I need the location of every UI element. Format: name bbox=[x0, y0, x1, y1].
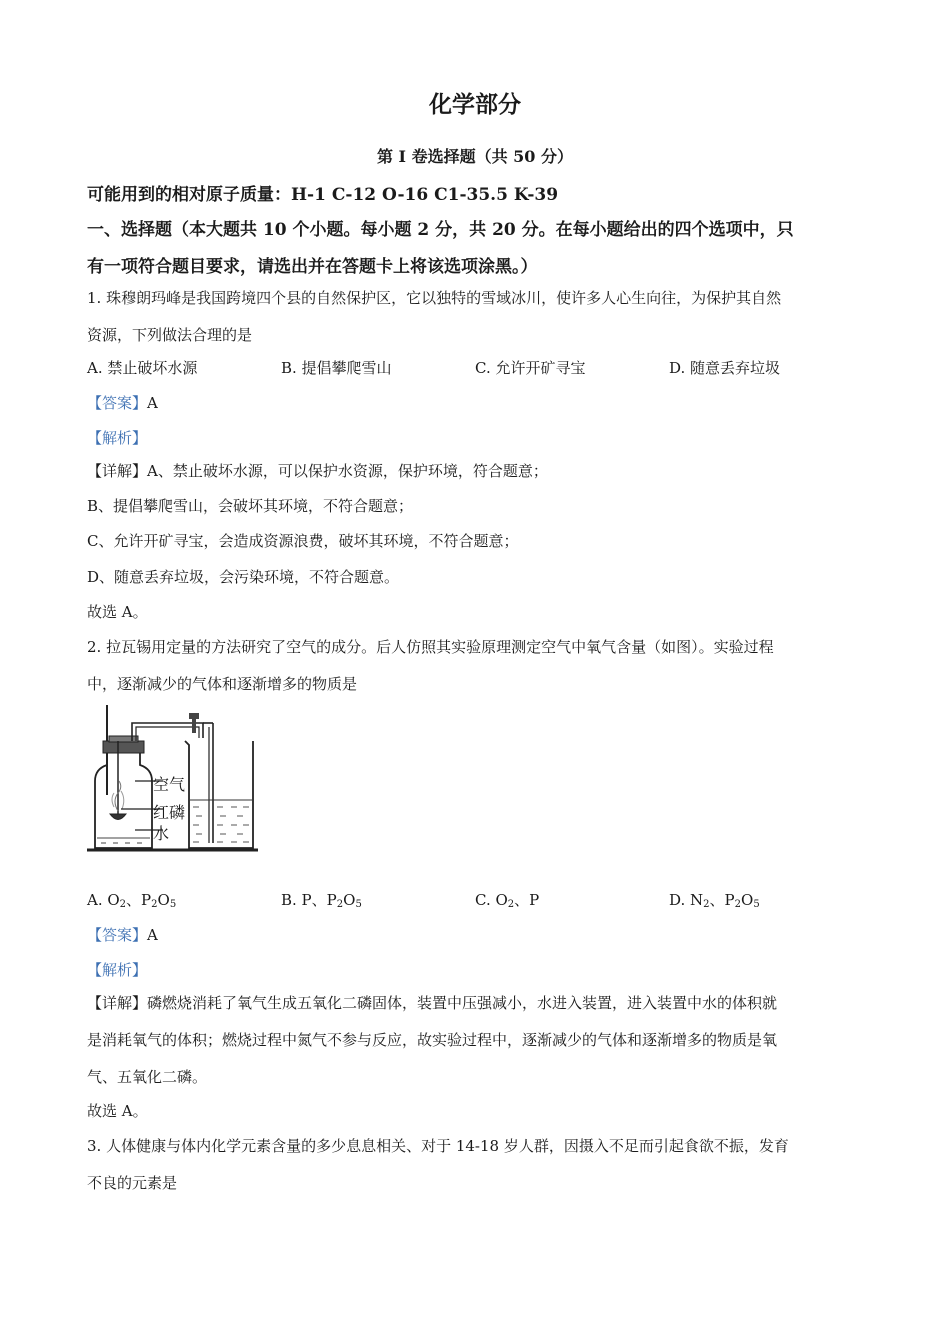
q3-stem-line1: 3. 人体健康与体内化学元素含量的多少息息相关、对于 14-18 岁人群，因摄入不足而引起食欲不振，发育 bbox=[87, 1137, 789, 1155]
q1-detail-line: C、允许开矿寻宝，会造成资源浪费，破坏其环境，不符合题意； bbox=[87, 532, 519, 550]
diagram-label-air: 空气 bbox=[153, 775, 186, 794]
q1-stem-line1: 1. 珠穆朗玛峰是我国跨境四个县的自然保护区，它以独特的雪域冰川，使许多人心生向往，为保护其自然 bbox=[87, 289, 782, 307]
q2-option-a: A. $O_2$、$P_2O_5$ bbox=[87, 891, 177, 910]
section-heading-line2: 有一项符合题目要求，请选出并在答题卡上将该选项涂黑。） bbox=[87, 257, 538, 277]
q2-option-b: B. P、$P_2O_5$ bbox=[281, 891, 362, 910]
q2-analysis-label: 【解析】 bbox=[87, 961, 148, 979]
q2-stem-line1: 2. 拉瓦锡用定量的方法研究了空气的成分。后人仿照其实验原理测定空气中氧气含量（如图）。实验过程 bbox=[87, 638, 774, 656]
q1-detail-line: D、随意丢弃垃圾，会污染环境，不符合题意。 bbox=[87, 568, 400, 586]
q1-option-d: D. 随意丢弃垃圾 bbox=[669, 359, 781, 377]
q1-detail-line: 【详解】A、禁止破坏水源，可以保护水资源，保护环境，符合题意； bbox=[87, 462, 548, 480]
answer-value: A bbox=[147, 394, 158, 412]
answer-value: A bbox=[147, 926, 158, 944]
section-subtitle: 第 I 卷选择题（共 50 分） bbox=[376, 147, 574, 166]
q2-detail-line: 是消耗氧气的体积；燃烧过程中氮气不参与反应，故实验过程中，逐渐减少的气体和逐渐增多的物质是氧 bbox=[87, 1031, 778, 1049]
q1-option-b: B. 提倡攀爬雪山 bbox=[281, 359, 392, 377]
q2-detail-line: 【详解】磷燃烧消耗了氧气生成五氧化二磷固体，装置中压强减小，水进入装置，进入装置中水的体积就 bbox=[87, 994, 778, 1012]
q2-answer bbox=[87, 924, 158, 945]
answer-label: 【答案】 bbox=[87, 926, 148, 944]
q2-detail-line: 气、五氧化二磷。 bbox=[87, 1068, 208, 1086]
page-title: 化学部分 bbox=[429, 91, 521, 118]
q1-stem-line2: 资源，下列做法合理的是 bbox=[87, 326, 253, 344]
q1-option-a: A. 禁止破坏水源 bbox=[87, 359, 198, 377]
q3-stem-line2: 不良的元素是 bbox=[87, 1174, 178, 1192]
q1-option-c: C. 允许开矿寻宝 bbox=[475, 359, 586, 377]
q1-answer bbox=[87, 392, 158, 413]
q1-analysis-label: 【解析】 bbox=[87, 429, 148, 447]
section-heading-line1: 一、选择题（本大题共 10 个小题。每小题 2 分，共 20 分。在每小题给出的四个选项中，只 bbox=[87, 220, 794, 240]
q1-conclusion: 故选 A。 bbox=[87, 603, 148, 621]
q2-option-d: D. $N_2$、$P_2O_5$ bbox=[669, 891, 760, 910]
q2-conclusion: 故选 A。 bbox=[87, 1102, 148, 1120]
diagram-label-water: 水 bbox=[153, 824, 170, 843]
q2-option-c: C. $O_2$、P bbox=[475, 891, 540, 910]
q1-detail-line: B、提倡攀爬雪山，会破坏其环境，不符合题意； bbox=[87, 497, 414, 515]
q2-stem-line2: 中，逐渐减少的气体和逐渐增多的物质是 bbox=[87, 675, 358, 693]
diagram-label-red-phosphorus: 红磷 bbox=[153, 803, 186, 822]
atomic-mass-note: 可能用到的相对原子质量：H-1 C-12 O-16 C1-35.5 K-39 bbox=[87, 185, 559, 205]
answer-label: 【答案】 bbox=[87, 394, 148, 412]
